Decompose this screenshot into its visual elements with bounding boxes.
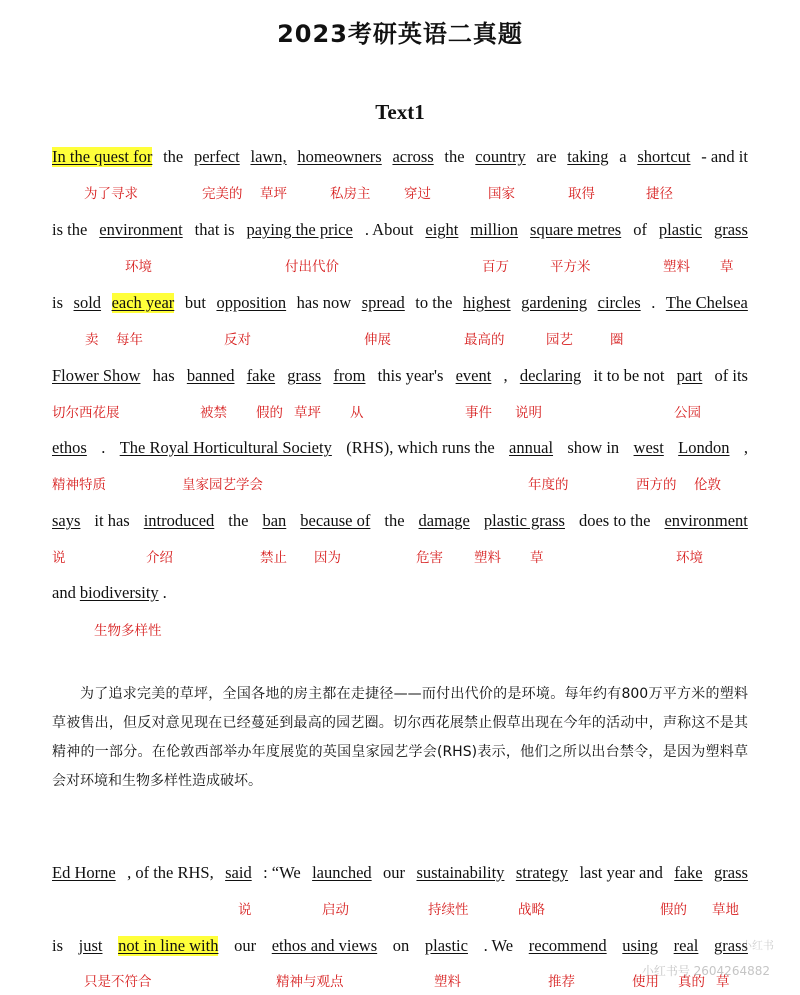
gloss: 私房主 <box>330 186 371 202</box>
gloss: 百万 <box>482 259 509 275</box>
word: (RHS), which runs the <box>346 438 495 457</box>
gloss: 伦敦 <box>694 477 721 493</box>
word: are <box>536 147 557 166</box>
word: opposition <box>216 293 287 312</box>
word: country <box>475 147 526 166</box>
gloss: 因为 <box>314 550 341 566</box>
word: grass <box>714 863 748 882</box>
translation-text: 为了追求完美的草坪，全国各地的房主都在走捷径——而付出代价的是环境。每年约有800万平方米的塑料草被售出，但反对意见现在已经蔓延到最高的园艺圈。切尔西花展禁止假草出现在今年的活动中，声称这不是其精神的一部分。在伦敦西部举办年度展览的英国皇家园艺学会(RHS)表示，他们之所以出台禁令，是因为塑料草会对环境和生物多样性造成破坏。 <box>52 686 748 789</box>
word: , <box>743 438 748 457</box>
text-heading: Text1 <box>375 100 425 124</box>
word: is <box>52 936 64 955</box>
gloss: 国家 <box>488 186 515 202</box>
word: part <box>676 366 703 385</box>
word: . About <box>364 220 414 239</box>
gloss: 使用 <box>632 974 659 990</box>
gloss: 为了寻求 <box>84 186 138 202</box>
gloss: 塑料 <box>663 259 690 275</box>
gloss: 塑料 <box>474 550 501 566</box>
word: the <box>384 511 405 530</box>
word: circles <box>597 293 641 312</box>
gloss: 启动 <box>322 902 349 918</box>
word: taking <box>567 147 609 166</box>
word: The Chelsea <box>665 293 748 312</box>
gloss: 生物多样性 <box>94 623 162 639</box>
word: said <box>225 863 252 882</box>
gloss: 环境 <box>676 550 703 566</box>
word: fake <box>674 863 703 882</box>
word: from <box>333 366 366 385</box>
word: . <box>101 438 106 457</box>
word: that is <box>194 220 235 239</box>
word: of <box>633 220 647 239</box>
gloss: 说 <box>238 902 252 918</box>
word: biodiversity <box>79 583 159 602</box>
word: environment <box>664 511 748 530</box>
word: has now <box>296 293 352 312</box>
word: says <box>52 511 81 530</box>
word: paying the price <box>246 220 353 239</box>
word: real <box>673 936 699 955</box>
gloss: 反对 <box>224 332 251 348</box>
word: lawn, <box>250 147 287 166</box>
word: is the <box>52 220 88 239</box>
word: show in <box>567 438 620 457</box>
gloss: 战略 <box>518 902 545 918</box>
gloss: 完美的 <box>202 186 243 202</box>
word: the <box>444 147 465 166</box>
word: strategy <box>515 863 569 882</box>
word: of its <box>714 366 748 385</box>
gloss: 禁止 <box>260 550 287 566</box>
english-line-3 <box>52 293 748 313</box>
english-line-2 <box>52 220 748 240</box>
word: environment <box>99 220 183 239</box>
gloss: 伸展 <box>364 332 391 348</box>
gloss: 卖 <box>85 332 99 348</box>
word: The Royal Horticultural Society <box>119 438 332 457</box>
gloss: 环境 <box>125 259 152 275</box>
gloss: 公园 <box>674 405 701 421</box>
word: shortcut <box>637 147 691 166</box>
gloss: 付出代价 <box>285 259 339 275</box>
gloss: 切尔西花展 <box>52 405 120 421</box>
word: Ed Horne <box>52 863 116 882</box>
word: this year's <box>377 366 444 385</box>
word: the <box>163 147 184 166</box>
watermark-logo: 小红书 <box>741 939 774 952</box>
word: eight <box>425 220 459 239</box>
word: : “We <box>263 863 301 882</box>
word: spread <box>361 293 405 312</box>
word: London <box>678 438 730 457</box>
word: , <box>503 366 508 385</box>
gloss: 说明 <box>515 405 542 421</box>
gloss: 平方米 <box>550 259 591 275</box>
word: homeowners <box>297 147 382 166</box>
gloss: 从 <box>350 405 364 421</box>
word: . <box>651 293 656 312</box>
word: recommend <box>528 936 607 955</box>
word: event <box>455 366 492 385</box>
gloss: 精神特质 <box>52 477 106 493</box>
word: grass <box>713 220 748 239</box>
word: because of <box>300 511 371 530</box>
gloss: 草 <box>720 259 734 275</box>
english-line-4 <box>52 366 748 386</box>
word: and <box>52 583 76 602</box>
word: grass <box>287 366 322 385</box>
gloss: 危害 <box>416 550 443 566</box>
gloss: 穿过 <box>404 186 431 202</box>
word: - and it <box>701 147 748 166</box>
word: perfect <box>193 147 240 166</box>
gloss: 草地 <box>712 902 739 918</box>
word: the <box>228 511 249 530</box>
word: launched <box>312 863 372 882</box>
word: In the quest for <box>52 147 153 166</box>
english-line-8 <box>52 863 748 883</box>
word: sold <box>73 293 102 312</box>
word: last year and <box>579 863 663 882</box>
word: on <box>392 936 410 955</box>
gloss: 被禁 <box>200 405 227 421</box>
word: to the <box>415 293 453 312</box>
english-line-6 <box>52 511 748 531</box>
word: ethos <box>52 438 87 457</box>
gloss: 真的 <box>678 974 705 990</box>
page-title: 2023考研英语二真题 <box>277 20 523 48</box>
word: it to be not <box>593 366 665 385</box>
gloss: 西方的 <box>636 477 677 493</box>
word: sustainability <box>416 863 505 882</box>
word: damage <box>418 511 470 530</box>
english-line-9 <box>52 936 748 956</box>
word: fake <box>246 366 276 385</box>
gloss: 皇家园艺学会 <box>182 477 263 493</box>
word: gardening <box>521 293 588 312</box>
word: grass <box>714 936 748 955</box>
word: plastic <box>658 220 702 239</box>
word: our <box>383 863 406 882</box>
gloss: 园艺 <box>546 332 573 348</box>
word: declaring <box>519 366 582 385</box>
word: our <box>234 936 257 955</box>
word: introduced <box>143 511 215 530</box>
gloss: 推荐 <box>548 974 575 990</box>
gloss: 精神与观点 <box>276 974 344 990</box>
gloss: 草 <box>530 550 544 566</box>
word: does to the <box>578 511 651 530</box>
gloss: 年度的 <box>528 477 569 493</box>
gloss: 草坪 <box>294 405 321 421</box>
word: west <box>633 438 664 457</box>
word: ban <box>262 511 287 530</box>
gloss: 说 <box>52 550 66 566</box>
gloss: 假的 <box>256 405 283 421</box>
word: each year <box>111 293 175 312</box>
gloss: 最高的 <box>464 332 505 348</box>
word: annual <box>509 438 554 457</box>
word: a <box>619 147 627 166</box>
gloss: 介绍 <box>146 550 173 566</box>
word: ethos and views <box>271 936 378 955</box>
word: highest <box>462 293 511 312</box>
gloss: 只是不符合 <box>84 974 152 990</box>
gloss: 取得 <box>568 186 595 202</box>
word: but <box>184 293 206 312</box>
word: plastic grass <box>483 511 565 530</box>
word: banned <box>186 366 235 385</box>
gloss: 圈 <box>610 332 624 348</box>
word: just <box>78 936 103 955</box>
chinese-translation <box>52 680 748 796</box>
gloss: 草 <box>716 974 730 990</box>
word: . <box>162 583 167 602</box>
word: it has <box>94 511 130 530</box>
word: , of the RHS, <box>127 863 214 882</box>
english-line-1 <box>52 147 748 167</box>
word: Flower Show <box>52 366 141 385</box>
gloss: 捷径 <box>646 186 673 202</box>
word: plastic <box>424 936 468 955</box>
gloss: 假的 <box>660 902 687 918</box>
word: using <box>622 936 659 955</box>
watermark: 小红书号 2604264882 <box>641 964 770 978</box>
word: not in line with <box>118 936 219 955</box>
word: square metres <box>530 220 622 239</box>
word: million <box>470 220 519 239</box>
word: has <box>152 366 175 385</box>
gloss: 每年 <box>116 332 143 348</box>
english-line-5 <box>52 438 748 458</box>
word: across <box>392 147 434 166</box>
english-line-7 <box>52 583 748 603</box>
gloss: 草坪 <box>260 186 287 202</box>
gloss: 塑料 <box>434 974 461 990</box>
gloss: 事件 <box>465 405 492 421</box>
word: is <box>52 293 64 312</box>
gloss: 持续性 <box>428 902 469 918</box>
word: . We <box>483 936 514 955</box>
